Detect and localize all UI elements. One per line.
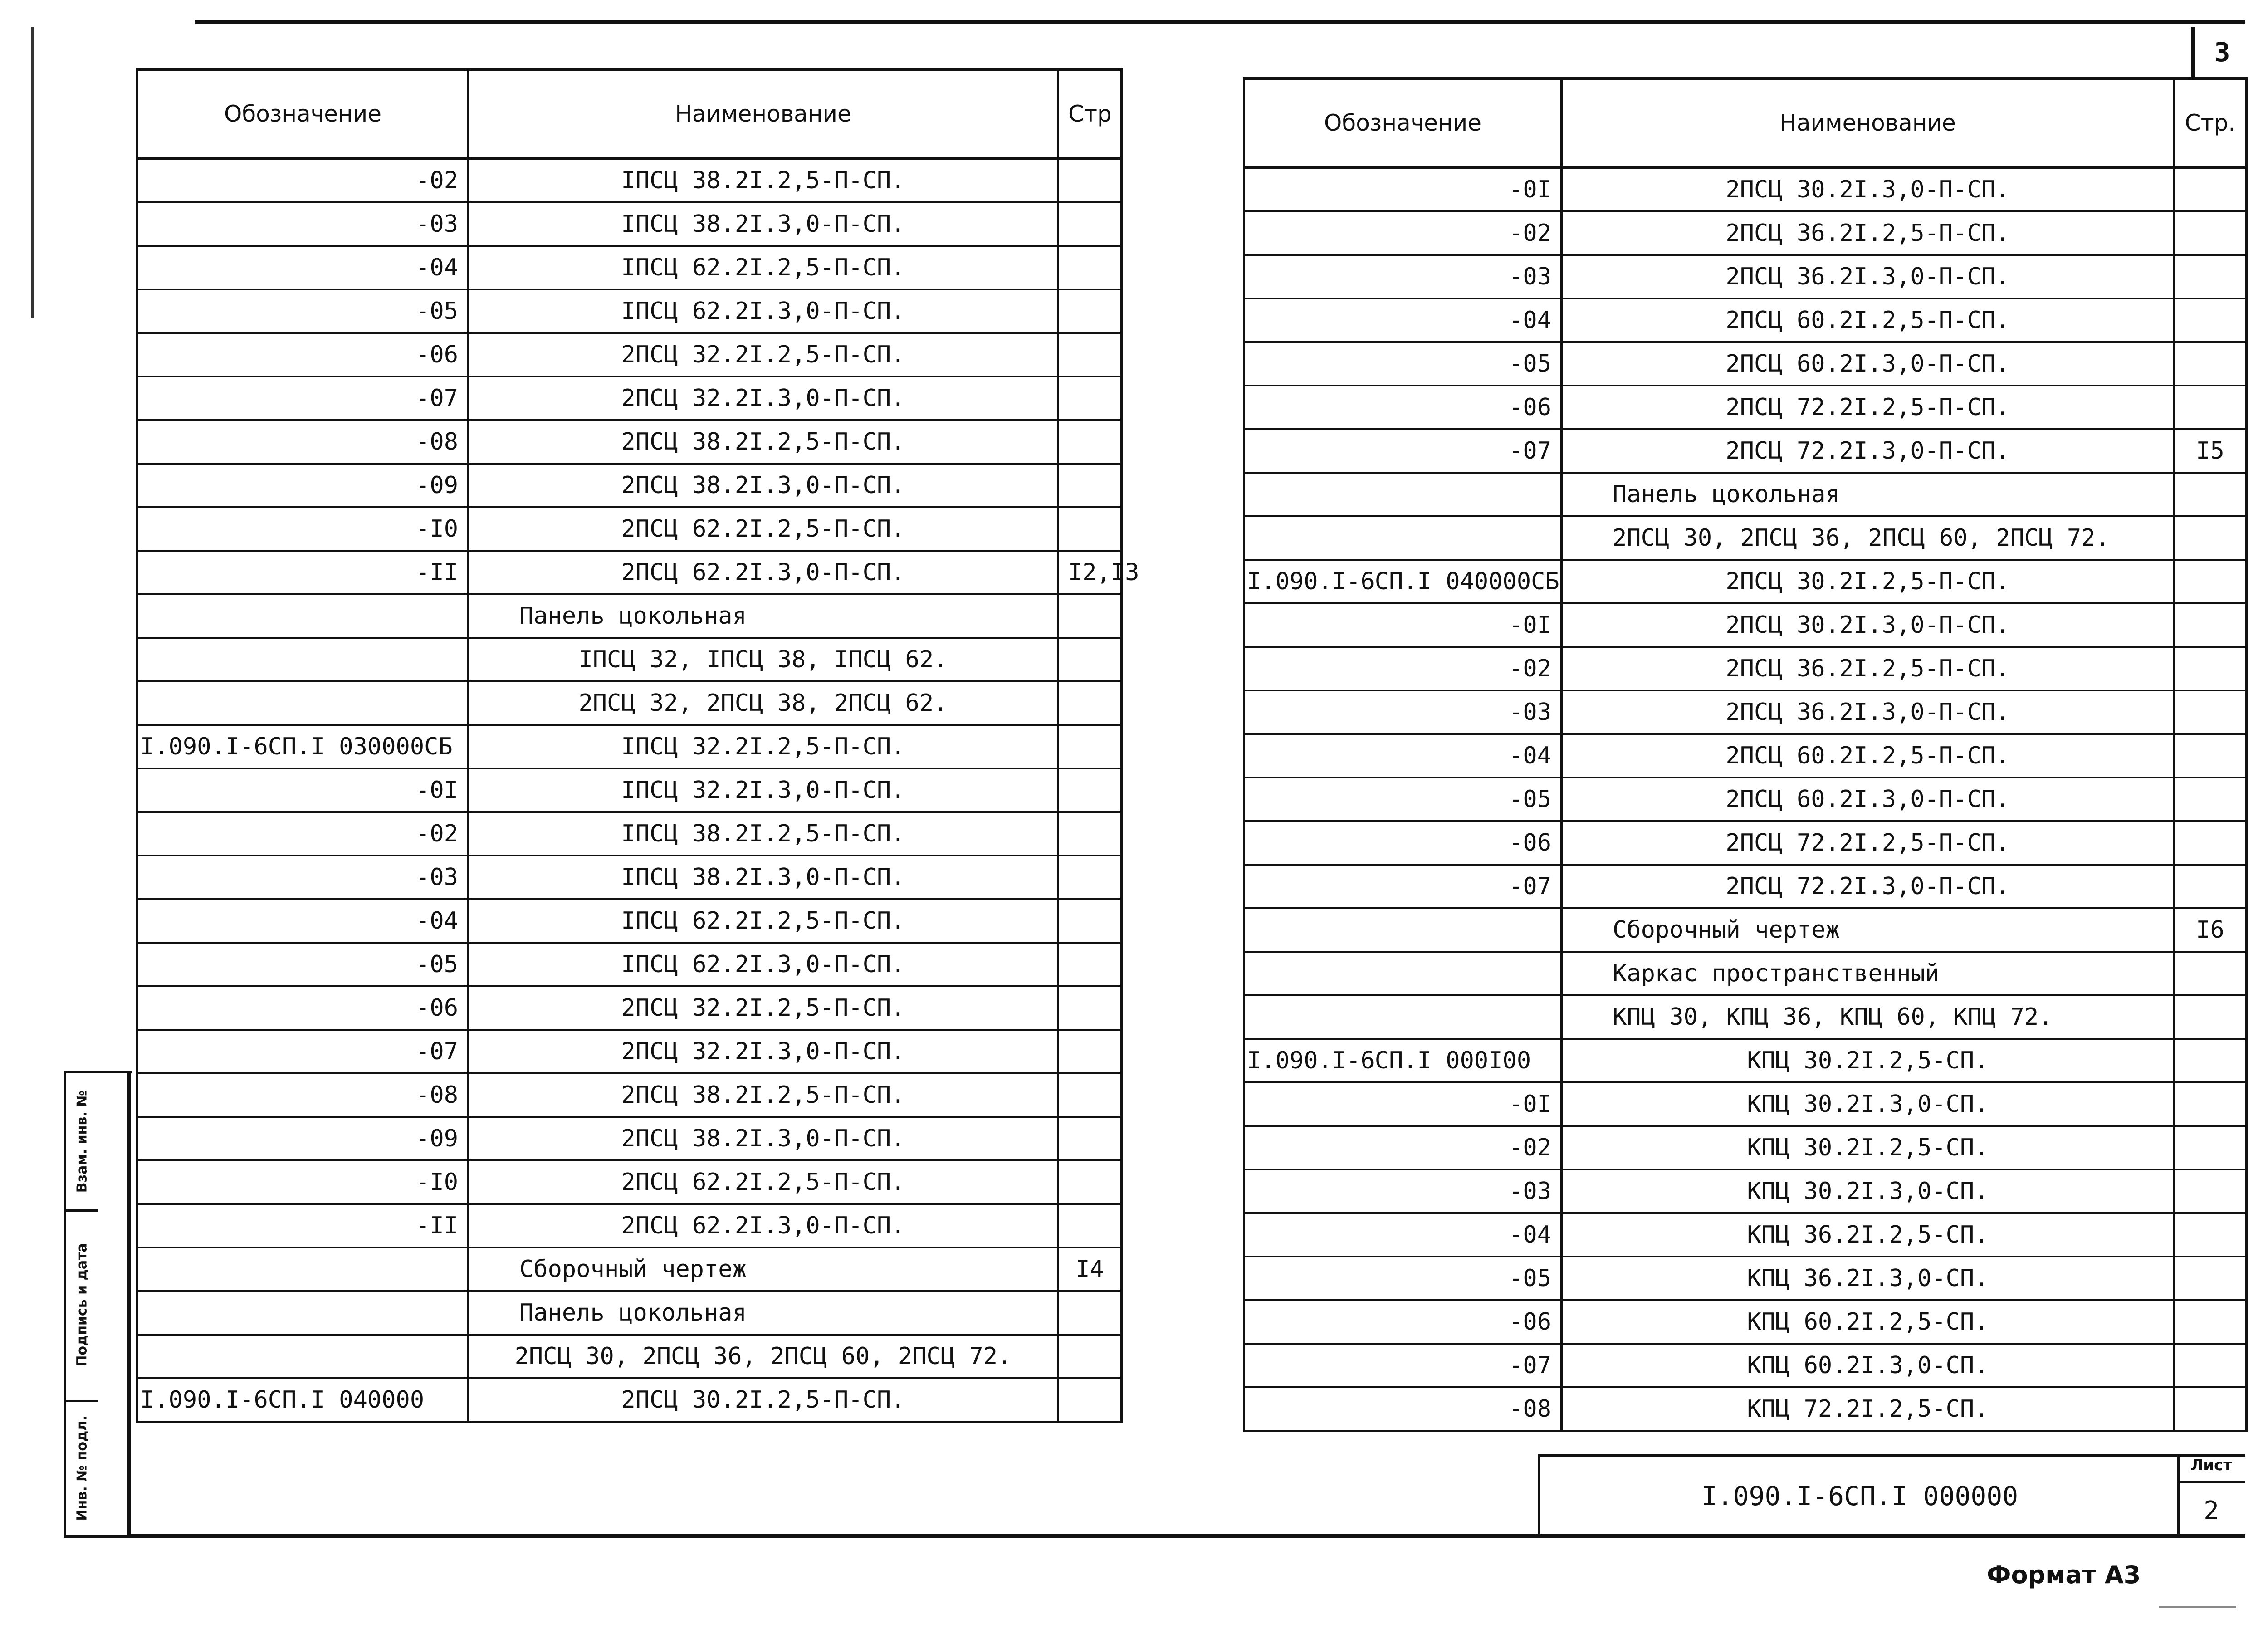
stamp-signature-date-label: Подпись и дата xyxy=(74,1243,90,1367)
row-name: КПЦ 30.2I.2,5-СП. xyxy=(1562,1126,2174,1169)
row-name: 2ПСЦ 30.2I.3,0-П-СП. xyxy=(1562,603,2174,647)
row-name: IПСЦ 38.2I.3,0-П-СП. xyxy=(469,856,1058,899)
row-page xyxy=(2174,1213,2247,1257)
table-row xyxy=(1244,167,2247,211)
row-name: Сборочный чертеж xyxy=(469,1248,1058,1291)
row-name: Каркас пространственный xyxy=(1562,952,2174,995)
table-row xyxy=(137,551,1122,594)
row-page xyxy=(1058,812,1122,856)
document-code: I.090.I-6СП.I 000000 xyxy=(1701,1480,2019,1512)
row-code: I.090.I-6СП.I 000I00 xyxy=(1244,1039,1562,1082)
row-code xyxy=(1244,516,1562,560)
row-page xyxy=(2174,778,2247,821)
row-code: -0I xyxy=(1244,603,1562,647)
row-page xyxy=(1058,1030,1122,1073)
table-row xyxy=(1244,908,2247,952)
row-name: КПЦ 60.2I.3,0-СП. xyxy=(1562,1344,2174,1387)
row-page xyxy=(2174,1082,2247,1126)
row-name: КПЦ 30, КПЦ 36, КПЦ 60, КПЦ 72. xyxy=(1562,995,2174,1039)
table-row xyxy=(1244,865,2247,908)
row-code xyxy=(137,1248,469,1291)
row-name: IПСЦ 62.2I.2,5-П-СП. xyxy=(469,899,1058,943)
row-name: Панель цокольная xyxy=(469,1291,1058,1335)
table-row xyxy=(1244,1257,2247,1300)
row-page: I2,I3 xyxy=(1058,551,1122,594)
right-spec-table xyxy=(1243,77,2248,1432)
row-name: IПСЦ 62.2I.3,0-П-СП. xyxy=(469,943,1058,986)
row-name: 2ПСЦ 30.2I.3,0-П-СП. xyxy=(1562,167,2174,211)
row-name: 2ПСЦ 32, 2ПСЦ 38, 2ПСЦ 62. xyxy=(469,681,1058,725)
table-row xyxy=(137,943,1122,986)
row-page xyxy=(2174,560,2247,603)
header-code: Обозначение xyxy=(1244,78,1562,167)
table-row xyxy=(1244,690,2247,734)
row-name: 2ПСЦ 32.2I.3,0-П-СП. xyxy=(469,1030,1058,1073)
row-name: 2ПСЦ 36.2I.3,0-П-СП. xyxy=(1562,255,2174,298)
row-name: 2ПСЦ 36.2I.2,5-П-СП. xyxy=(1562,211,2174,255)
row-name: 2ПСЦ 30.2I.2,5-П-СП. xyxy=(1562,560,2174,603)
row-code: -03 xyxy=(1244,690,1562,734)
left-spec-table xyxy=(136,68,1139,1423)
row-name: 2ПСЦ 30, 2ПСЦ 36, 2ПСЦ 60, 2ПСЦ 72. xyxy=(469,1335,1058,1378)
table-row xyxy=(137,246,1122,289)
stamp-original-inventory xyxy=(66,1400,98,1536)
table-row xyxy=(1244,821,2247,865)
table-row xyxy=(137,899,1122,943)
table-row xyxy=(1244,952,2247,995)
table-row xyxy=(1244,647,2247,690)
left-frame-line xyxy=(127,1071,131,1538)
row-name: IПСЦ 62.2I.3,0-П-СП. xyxy=(469,289,1058,333)
row-page xyxy=(1058,420,1122,464)
table-row xyxy=(1244,386,2247,429)
row-code: -02 xyxy=(1244,1126,1562,1169)
table-row xyxy=(137,1335,1122,1378)
row-page: I6 xyxy=(2174,908,2247,952)
row-name: IПСЦ 38.2I.2,5-П-СП. xyxy=(469,158,1058,202)
row-page xyxy=(1058,377,1122,420)
row-page xyxy=(1058,1335,1122,1378)
header-name: Наименование xyxy=(1562,78,2174,167)
margin-stamp xyxy=(64,1071,132,1538)
row-page xyxy=(1058,856,1122,899)
row-name: 2ПСЦ 62.2I.2,5-П-СП. xyxy=(469,507,1058,551)
row-name: IПСЦ 32, IПСЦ 38, IПСЦ 62. xyxy=(469,638,1058,681)
row-page xyxy=(1058,507,1122,551)
row-name: 2ПСЦ 62.2I.3,0-П-СП. xyxy=(469,1204,1058,1248)
table-row xyxy=(137,1160,1122,1204)
sheet-number: 2 xyxy=(2204,1496,2219,1526)
row-name: 2ПСЦ 30, 2ПСЦ 36, 2ПСЦ 60, 2ПСЦ 72. xyxy=(1562,516,2174,560)
row-code: -08 xyxy=(137,420,469,464)
table-row xyxy=(1244,298,2247,342)
table-row xyxy=(1244,603,2247,647)
row-code: -06 xyxy=(1244,386,1562,429)
row-code: I.090.I-6СП.I 040000 xyxy=(137,1378,469,1422)
row-page xyxy=(2174,255,2247,298)
row-page xyxy=(2174,1257,2247,1300)
corner-page-number: 3 xyxy=(2191,27,2250,77)
row-page xyxy=(1058,1117,1122,1160)
row-name: IПСЦ 32.2I.2,5-П-СП. xyxy=(469,725,1058,768)
row-code: -I0 xyxy=(137,507,469,551)
table-row xyxy=(1244,995,2247,1039)
row-name: 2ПСЦ 72.2I.2,5-П-СП. xyxy=(1562,386,2174,429)
row-page xyxy=(1058,899,1122,943)
row-code: -02 xyxy=(137,158,469,202)
table-row xyxy=(137,202,1122,246)
table-row xyxy=(137,1204,1122,1248)
table-row xyxy=(137,289,1122,333)
stamp-replace-inventory xyxy=(66,1073,98,1212)
table-row xyxy=(1244,255,2247,298)
row-page xyxy=(1058,289,1122,333)
table-row xyxy=(137,420,1122,464)
row-code: -04 xyxy=(1244,734,1562,778)
row-name: IПСЦ 32.2I.3,0-П-СП. xyxy=(469,768,1058,812)
row-page xyxy=(1058,1378,1122,1422)
row-page xyxy=(1058,246,1122,289)
sheet-label: Лист xyxy=(2177,1456,2245,1483)
row-page xyxy=(2174,473,2247,516)
table-row xyxy=(137,638,1122,681)
table-row xyxy=(1244,778,2247,821)
row-name: 2ПСЦ 32.2I.2,5-П-СП. xyxy=(469,333,1058,377)
row-name: 2ПСЦ 60.2I.3,0-П-СП. xyxy=(1562,342,2174,386)
stamp-replace-inventory-label: Взам. инв. № xyxy=(74,1090,90,1193)
table-row xyxy=(1244,1300,2247,1344)
row-page xyxy=(1058,1204,1122,1248)
row-name: КПЦ 30.2I.3,0-СП. xyxy=(1562,1082,2174,1126)
row-page xyxy=(2174,821,2247,865)
row-code: -08 xyxy=(137,1073,469,1117)
row-name: 2ПСЦ 30.2I.2,5-П-СП. xyxy=(469,1378,1058,1422)
row-code: I.090.I-6СП.I 040000СБ xyxy=(1244,560,1562,603)
row-code xyxy=(137,638,469,681)
row-page xyxy=(1058,725,1122,768)
row-name: 2ПСЦ 62.2I.3,0-П-СП. xyxy=(469,551,1058,594)
table-row xyxy=(1244,211,2247,255)
row-code: -07 xyxy=(1244,865,1562,908)
row-page xyxy=(2174,690,2247,734)
row-page xyxy=(1058,158,1122,202)
row-page xyxy=(1058,1073,1122,1117)
row-code: -03 xyxy=(137,202,469,246)
row-code: -0I xyxy=(1244,1082,1562,1126)
table-row xyxy=(137,594,1122,638)
row-page xyxy=(2174,865,2247,908)
row-code: -06 xyxy=(1244,821,1562,865)
row-name: 2ПСЦ 72.2I.3,0-П-СП. xyxy=(1562,429,2174,473)
table-row xyxy=(1244,429,2247,473)
row-name: IПСЦ 62.2I.2,5-П-СП. xyxy=(469,246,1058,289)
format-label: Формат А3 xyxy=(1987,1561,2141,1589)
table-row xyxy=(1244,342,2247,386)
row-page xyxy=(1058,768,1122,812)
table-row xyxy=(137,1030,1122,1073)
row-page xyxy=(2174,603,2247,647)
row-page xyxy=(2174,298,2247,342)
row-code: -04 xyxy=(137,899,469,943)
row-code: -09 xyxy=(137,1117,469,1160)
right-table-header xyxy=(1244,78,2247,167)
row-code: -08 xyxy=(1244,1387,1562,1431)
row-name: 2ПСЦ 60.2I.2,5-П-СП. xyxy=(1562,734,2174,778)
row-name: 2ПСЦ 32.2I.2,5-П-СП. xyxy=(469,986,1058,1030)
table-row xyxy=(1244,473,2247,516)
table-row xyxy=(137,464,1122,507)
row-name: 2ПСЦ 38.2I.2,5-П-СП. xyxy=(469,420,1058,464)
row-code xyxy=(137,681,469,725)
row-page xyxy=(2174,1300,2247,1344)
row-name: 2ПСЦ 38.2I.2,5-П-СП. xyxy=(469,1073,1058,1117)
table-row xyxy=(137,1117,1122,1160)
row-code: -06 xyxy=(137,986,469,1030)
table-row xyxy=(137,377,1122,420)
row-code: -03 xyxy=(137,856,469,899)
header-name: Наименование xyxy=(469,69,1058,158)
row-page xyxy=(2174,516,2247,560)
row-code: -07 xyxy=(1244,429,1562,473)
header-page: Стр. xyxy=(2174,78,2247,167)
row-page xyxy=(2174,1039,2247,1082)
table-row xyxy=(1244,516,2247,560)
row-code: -04 xyxy=(1244,1213,1562,1257)
stamp-original-inventory-label: Инв. № подл. xyxy=(74,1415,90,1521)
row-name: 2ПСЦ 60.2I.3,0-П-СП. xyxy=(1562,778,2174,821)
row-name: 2ПСЦ 32.2I.3,0-П-СП. xyxy=(469,377,1058,420)
row-name: КПЦ 36.2I.2,5-СП. xyxy=(1562,1213,2174,1257)
row-name: 2ПСЦ 38.2I.3,0-П-СП. xyxy=(469,1117,1058,1160)
row-name: 2ПСЦ 72.2I.3,0-П-СП. xyxy=(1562,865,2174,908)
stamp-signature-date xyxy=(66,1209,98,1402)
row-page xyxy=(1058,986,1122,1030)
row-code: -07 xyxy=(137,377,469,420)
row-name: КПЦ 60.2I.2,5-СП. xyxy=(1562,1300,2174,1344)
top-frame-rule xyxy=(195,20,2245,24)
row-code: -II xyxy=(137,1204,469,1248)
row-page xyxy=(2174,1387,2247,1431)
row-code: -05 xyxy=(1244,1257,1562,1300)
row-code: -II xyxy=(137,551,469,594)
row-page xyxy=(1058,1291,1122,1335)
table-row xyxy=(137,507,1122,551)
row-name: 2ПСЦ 62.2I.2,5-П-СП. xyxy=(469,1160,1058,1204)
row-page xyxy=(2174,342,2247,386)
row-page xyxy=(1058,594,1122,638)
row-name: КПЦ 72.2I.2,5-СП. xyxy=(1562,1387,2174,1431)
row-page xyxy=(1058,638,1122,681)
left-table-body xyxy=(137,158,1139,1422)
row-code xyxy=(1244,908,1562,952)
row-code: -06 xyxy=(137,333,469,377)
corner-dash xyxy=(2159,1606,2236,1608)
row-page xyxy=(2174,647,2247,690)
row-name: Панель цокольная xyxy=(1562,473,2174,516)
table-row xyxy=(137,725,1122,768)
table-row xyxy=(1244,1126,2247,1169)
row-page xyxy=(2174,211,2247,255)
row-page xyxy=(2174,386,2247,429)
table-row xyxy=(137,1291,1122,1335)
table-row xyxy=(137,768,1122,812)
row-page xyxy=(1058,333,1122,377)
table-row xyxy=(1244,1387,2247,1431)
table-row xyxy=(137,333,1122,377)
row-code xyxy=(137,594,469,638)
row-code: -05 xyxy=(137,289,469,333)
row-code: -09 xyxy=(137,464,469,507)
row-name: КПЦ 30.2I.3,0-СП. xyxy=(1562,1169,2174,1213)
row-code: -07 xyxy=(1244,1344,1562,1387)
row-name: 2ПСЦ 38.2I.3,0-П-СП. xyxy=(469,464,1058,507)
table-row xyxy=(1244,1213,2247,1257)
table-row xyxy=(137,158,1122,202)
table-row xyxy=(1244,1344,2247,1387)
row-page xyxy=(1058,464,1122,507)
right-table-body xyxy=(1244,167,2247,1431)
row-page xyxy=(2174,1344,2247,1387)
row-page xyxy=(2174,167,2247,211)
row-code: -02 xyxy=(1244,647,1562,690)
table-row xyxy=(1244,1082,2247,1126)
row-page xyxy=(2174,1169,2247,1213)
row-code: -0I xyxy=(137,768,469,812)
table-row xyxy=(137,986,1122,1030)
row-name: 2ПСЦ 36.2I.2,5-П-СП. xyxy=(1562,647,2174,690)
row-name: КПЦ 36.2I.3,0-СП. xyxy=(1562,1257,2174,1300)
row-code: -0I xyxy=(1244,167,1562,211)
row-name: 2ПСЦ 60.2I.2,5-П-СП. xyxy=(1562,298,2174,342)
row-code: -03 xyxy=(1244,1169,1562,1213)
row-code xyxy=(137,1291,469,1335)
row-code: I.090.I-6СП.I 030000СБ xyxy=(137,725,469,768)
row-code: -06 xyxy=(1244,1300,1562,1344)
row-page xyxy=(2174,734,2247,778)
table-row xyxy=(1244,734,2247,778)
row-code xyxy=(1244,995,1562,1039)
row-code xyxy=(1244,952,1562,995)
left-binding-mark xyxy=(31,27,34,318)
table-row xyxy=(137,1248,1122,1291)
row-name: Панель цокольная xyxy=(469,594,1058,638)
table-row xyxy=(137,856,1122,899)
row-page: I5 xyxy=(2174,429,2247,473)
row-page xyxy=(1058,681,1122,725)
row-code: -05 xyxy=(1244,342,1562,386)
row-code: -04 xyxy=(1244,298,1562,342)
header-page: Стр xyxy=(1058,69,1122,158)
row-page xyxy=(2174,952,2247,995)
row-page xyxy=(1058,943,1122,986)
row-page xyxy=(1058,202,1122,246)
row-name: IПСЦ 38.2I.3,0-П-СП. xyxy=(469,202,1058,246)
table-row xyxy=(1244,1169,2247,1213)
row-code: -05 xyxy=(137,943,469,986)
row-name: Сборочный чертеж xyxy=(1562,908,2174,952)
row-code xyxy=(137,1335,469,1378)
header-code: Обозначение xyxy=(137,69,469,158)
left-table-header xyxy=(137,69,1122,158)
row-name: 2ПСЦ 72.2I.2,5-П-СП. xyxy=(1562,821,2174,865)
table-row xyxy=(1244,560,2247,603)
row-code: -04 xyxy=(137,246,469,289)
row-code xyxy=(1244,473,1562,516)
table-row xyxy=(1244,1039,2247,1082)
row-page xyxy=(1058,1160,1122,1204)
row-code: -I0 xyxy=(137,1160,469,1204)
row-code: -02 xyxy=(1244,211,1562,255)
table-row xyxy=(137,1378,1122,1422)
row-name: 2ПСЦ 36.2I.3,0-П-СП. xyxy=(1562,690,2174,734)
row-name: КПЦ 30.2I.2,5-СП. xyxy=(1562,1039,2174,1082)
row-page: I4 xyxy=(1058,1248,1122,1291)
row-code: -02 xyxy=(137,812,469,856)
table-row xyxy=(137,1073,1122,1117)
row-name: IПСЦ 38.2I.2,5-П-СП. xyxy=(469,812,1058,856)
row-code: -07 xyxy=(137,1030,469,1073)
table-row xyxy=(137,812,1122,856)
row-code: -03 xyxy=(1244,255,1562,298)
row-page xyxy=(2174,995,2247,1039)
row-code: -05 xyxy=(1244,778,1562,821)
row-page xyxy=(2174,1126,2247,1169)
table-row xyxy=(137,681,1122,725)
